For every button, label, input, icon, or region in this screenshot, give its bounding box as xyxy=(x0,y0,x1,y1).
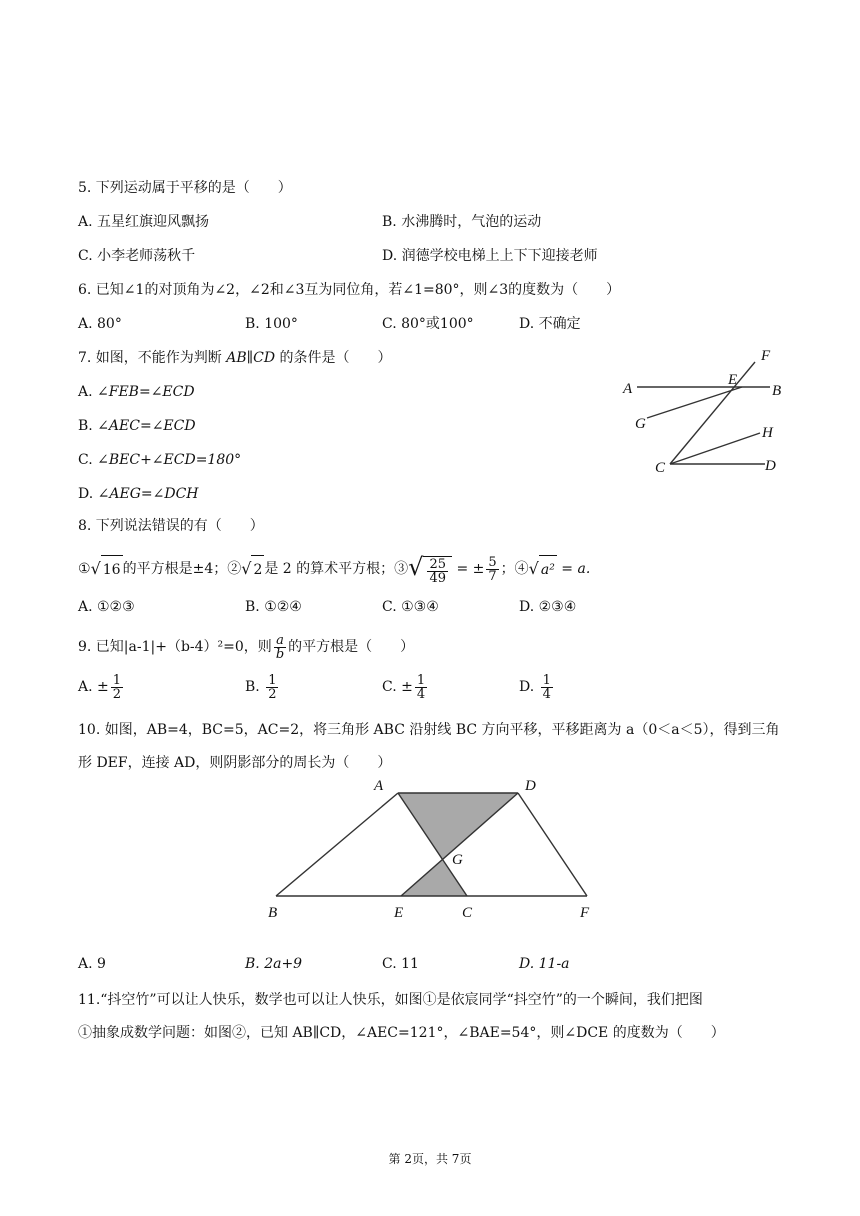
q9-stem: 9. 已知|a-1|+（b-4）²=0，则 $\frac{a}{b}$ 的平方根是（ ） xyxy=(78,632,415,662)
q5-option-b: B. 水沸腾时，气泡的运动 xyxy=(382,214,542,230)
sqrt-25-49: √ $\frac{25}{49}$ xyxy=(408,553,452,585)
q8-option-a: A. ①②③ xyxy=(78,599,135,615)
q9-option-a: A. ± $\frac{1}{2}$ xyxy=(78,672,122,702)
q6-option-b: B. 100° xyxy=(245,316,298,332)
q7-option-a: A. ∠FEB=∠ECD xyxy=(78,384,195,400)
label-c: C xyxy=(462,905,473,921)
q7-stem: 7. 如图，不能作为判断 AB∥CD 的条件是（ ） xyxy=(78,350,392,366)
q8-statements: ①√ 16 的平方根是±4；②√ 2 是 2 的算术平方根；③√ $\frac{25}{49}$ = ± $\frac{5}{7}$ ；④√ a² = a. xyxy=(78,553,591,586)
q5-option-c: C. 小李老师荡秋千 xyxy=(78,248,196,264)
line-eg xyxy=(647,387,742,418)
q6-option-a: A. 80° xyxy=(78,316,122,332)
segment-ab xyxy=(276,793,398,896)
q7-option-b: B. ∠AEC=∠ECD xyxy=(78,418,196,434)
label-b: B xyxy=(772,383,782,399)
q9-option-d: D. $\frac{1}{4}$ xyxy=(519,672,551,702)
q9-option-c: C. ± $\frac{1}{4}$ xyxy=(382,672,426,702)
q10-option-d: D. 11-a xyxy=(519,956,570,972)
segment-df xyxy=(518,793,587,896)
q8-option-b: B. ①②④ xyxy=(245,599,302,615)
q6-option-d: D. 不确定 xyxy=(519,316,581,332)
label-f: F xyxy=(580,905,590,921)
q10-option-c: C. 11 xyxy=(382,956,419,972)
label-b: B xyxy=(268,905,278,921)
q10-option-a: A. 9 xyxy=(78,956,106,972)
label-f: F xyxy=(761,348,771,364)
q6-stem: 6. 已知∠1的对顶角为∠2，∠2和∠3互为同位角，若∠1=80°，则∠3的度数为（ ） xyxy=(78,282,621,298)
shade-adg xyxy=(398,793,518,860)
label-c: C xyxy=(655,460,666,476)
q8-option-d: D. ②③④ xyxy=(519,599,577,615)
label-a: A xyxy=(374,778,384,794)
q10-line1: 10. 如图，AB=4，BC=5，AC=2，将三角形 ABC 沿射线 BC 方向平移，平移距离为 a（0＜a＜5），得到三角 xyxy=(78,722,780,738)
page-footer: 第 2页，共 7页 xyxy=(388,1152,472,1166)
sqrt-16: √ 16 xyxy=(91,555,123,584)
q11-line2: ①抽象成数学问题：如图②，已知 AB∥CD，∠AEC=121°，∠BAE=54°，则∠DCE 的度数为（ ） xyxy=(78,1025,725,1041)
label-a: A xyxy=(623,381,633,397)
q6-option-c: C. 80°或100° xyxy=(382,316,474,332)
q10-option-b: B. 2a+9 xyxy=(245,956,303,972)
sqrt-a2: √ a² xyxy=(529,555,557,584)
label-d: D xyxy=(765,458,776,474)
label-g: G xyxy=(452,852,463,868)
label-h: H xyxy=(762,425,773,441)
q10-line2: 形 DEF，连接 AD，则阴影部分的周长为（ ） xyxy=(78,755,392,771)
q5-option-a: A. 五星红旗迎风飘扬 xyxy=(78,214,210,230)
q11-line1: 11.“抖空竹”可以让人快乐，数学也可以让人快乐，如图①是依宸同学“抖空竹”的一个瞬间，我们把图 xyxy=(78,992,703,1008)
label-e: E xyxy=(394,905,404,921)
q7-figure xyxy=(615,340,790,480)
q5-stem: 5. 下列运动属于平移的是（ ） xyxy=(78,180,292,196)
q7-option-c: C. ∠BEC+∠ECD=180° xyxy=(78,452,242,468)
q8-option-c: C. ①③④ xyxy=(382,599,439,615)
sqrt-2: √ 2 xyxy=(241,555,264,584)
label-d: D xyxy=(525,778,536,794)
label-g: G xyxy=(635,416,646,432)
q8-stem: 8. 下列说法错误的有（ ） xyxy=(78,518,264,534)
q5-option-d: D. 润德学校电梯上上下下迎接老师 xyxy=(382,248,598,264)
q9-option-b: B. $\frac{1}{2}$ xyxy=(245,672,277,702)
q10-figure xyxy=(260,775,605,925)
label-e: E xyxy=(728,372,738,388)
q7-option-d: D. ∠AEG=∠DCH xyxy=(78,486,199,502)
